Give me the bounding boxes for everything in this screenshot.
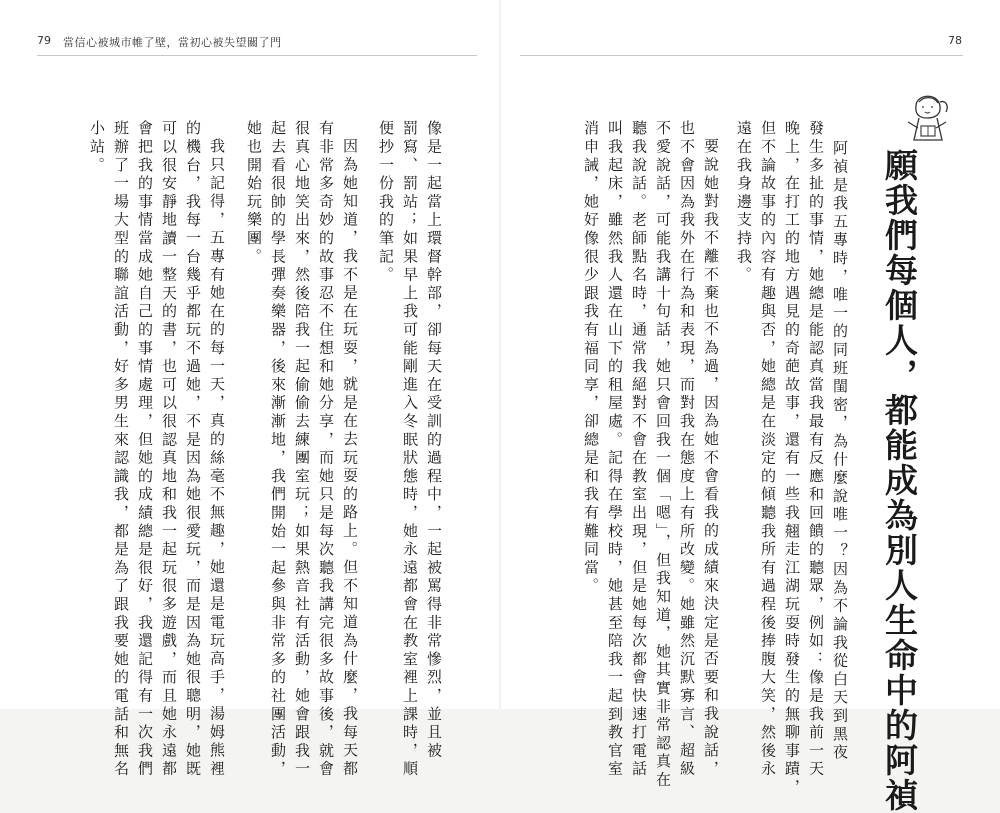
text-column: 的機台，我每一台幾乎都玩不過她，不是因為她很愛玩，而是因為她很聰明，她既 (184, 120, 202, 779)
text-column: 會把我的事情當成她自己的事情處理，但她的成績總是很好，我還記得有一次我們 (136, 120, 154, 779)
text-column: 聽我說話。老師點名時，通常我絕對不會在教室出現，但是她每次都會快速打電話 (630, 120, 648, 779)
text-column: 但不論故事的內容有趣與否，她總是在淡定的傾聽我所有過程後捧腹大笑，然後永 (759, 120, 777, 779)
text-column: 班辦了一場大型的聯誼活動，好多男生來認識我，都是為了跟我要她的電話和無名 (112, 120, 130, 779)
text-column: 因為她知道，我不是在玩耍，就是在去玩耍的路上。但不知道為什麼，我每天都 (341, 138, 359, 779)
left-header-rule (37, 55, 477, 56)
text-column: 不愛說話，可能我講十句話，她只會回我一個「嗯」，但我知道，她其實非常認真在 (654, 120, 672, 790)
text-column: 像是一起當上環督幹部，卻每天在受訓的過程中，一起被罵得非常慘烈，並且被 (425, 120, 443, 761)
text-column: 阿禎是我五專時，唯一的同班閨密，為什麼說唯一？因為不論我從白天到黑夜 (831, 140, 849, 763)
left-page-number: 79 (37, 34, 51, 47)
right-header-rule (520, 55, 963, 56)
text-column: 小站。 (88, 120, 106, 175)
girl-reading-illustration-icon (902, 88, 952, 146)
text-column: 發生多扯的事情，她總是能認真當我最有反應和回饋的聽眾，例如：像是我前一天 (807, 120, 825, 779)
text-column: 消申誡，她好像很少跟我有福同享，卻總是和我有難同當。 (582, 120, 600, 596)
text-column: 有非常多奇妙的故事忍不住想和她分享，而她只是每次聽我講完很多故事後，就會 (317, 120, 335, 779)
text-column: 遠在我身邊支持我。 (735, 120, 753, 285)
right-page-number: 78 (948, 34, 962, 47)
text-column: 她也開始玩樂團。 (245, 120, 263, 267)
text-column: 很真心地笑出來，然後陪我一起偷偷去練團室玩；如果熱音社有活動，她會跟我一 (293, 120, 311, 779)
text-column: 便抄一份我的筆記。 (377, 120, 395, 285)
text-column: 罰寫、罰站；如果早上我可能剛進入冬眠狀態時，她永遠都會在教室裡上課時，順 (401, 120, 419, 779)
page-gutter (499, 0, 501, 709)
text-column: 叫我起床，雖然我人還在山下的租屋處。記得在學校時，她甚至陪我一起到教官室 (606, 120, 624, 779)
running-head: 當信心被城市帷了壁，當初心被失望關了門 (63, 36, 282, 49)
text-column: 我只記得，五專有她在的每一天，真的絲毫不無趣，她還是電玩高手，湯姆熊裡 (208, 138, 226, 779)
text-column: 可以很安靜地讀一整天的書，也可以很認真地和我一起玩很多遊戲，而且她永遠都 (160, 120, 178, 779)
text-column: 晚上，在打工的地方遇見的奇葩故事，還有一些我翹走江湖玩耍時發生的無聊事蹟， (783, 120, 801, 798)
chapter-title: 願我們每個人，都能成為別人生命中的阿禎 (880, 148, 919, 813)
text-column: 也不會因為我外在行為和表現，而對我在態度上有所改變。她雖然沉默寡言、超級 (678, 120, 696, 779)
text-column: 起去看很帥的學長彈奏樂器，後來漸漸地，我們開始一起參與非常多的社團活動， (269, 120, 287, 779)
text-column: 要說她對我不離不棄也不為過，因為她不會看我的成績來決定是否要和我說話， (702, 138, 720, 779)
